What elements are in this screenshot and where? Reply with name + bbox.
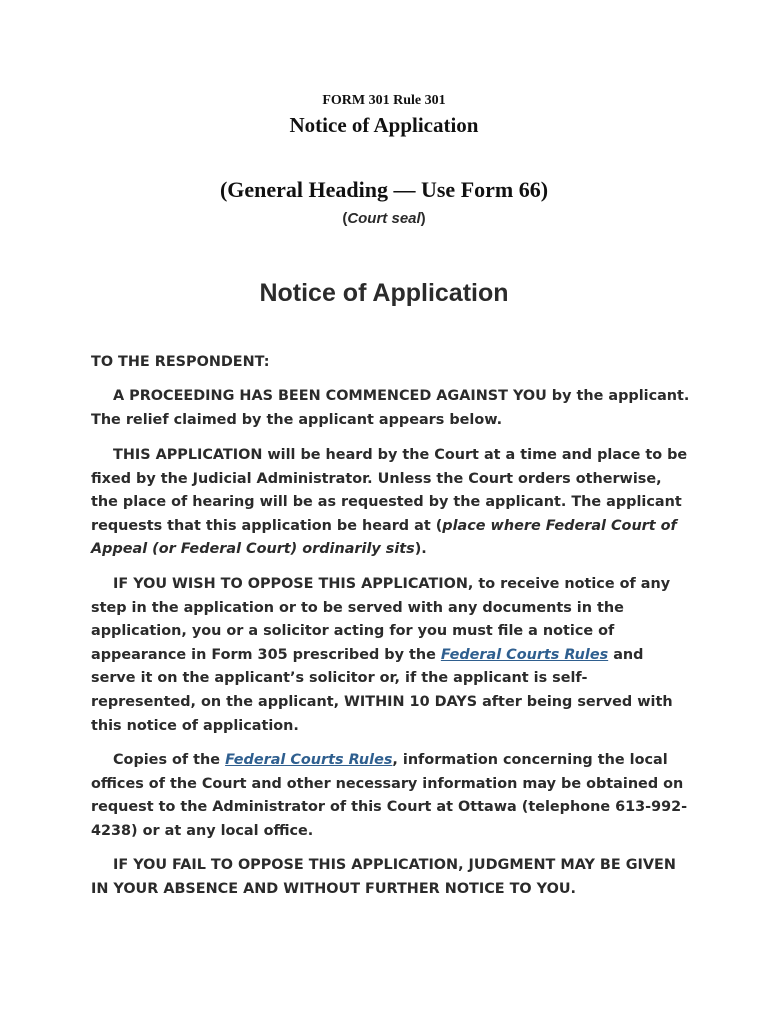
p3-rest-a: , to receive notice of any step in the application or to be served with any documents in the application, you or a solicitor acting for you must file a notice of appearance in Form 305 prescribed by the — [91, 576, 671, 663]
p4-rest: , information concerning the local offices of the Court and other necessary information may be obtained on request to the Administrator of this Court at Ottawa (telephone 613-992-4238) or at any local office. — [91, 752, 688, 839]
page-title: Notice of Application — [259, 279, 509, 307]
court-seal-placeholder — [0, 210, 768, 227]
paren-close: ) — [420, 210, 426, 227]
paragraph-fail-to-oppose: IF YOU FAIL TO OPPOSE THIS APPLICATION, JUDGMENT MAY BE GIVEN IN YOUR ABSENCE AND WITHOUT FURTHER NOTICE TO YOU. — [91, 857, 676, 897]
general-heading: (General Heading — Use Form 66) — [219, 177, 549, 202]
p3-lead: IF YOU WISH TO OPPOSE THIS APPLICATION — [113, 576, 468, 592]
p4-lead: Copies of the — [113, 752, 226, 768]
paragraph-hearing — [91, 444, 691, 562]
p2-place-placeholder: place where Federal Court of Appeal (or Federal Court) ordinarily sits — [91, 517, 677, 558]
federal-courts-rules-link[interactable]: Federal Courts Rules — [440, 646, 609, 663]
p1-lead: A PROCEEDING HAS BEEN COMMENCED AGAINST YOU — [113, 388, 547, 404]
to-respondent-heading: TO THE RESPONDENT: — [91, 354, 270, 370]
federal-courts-rules-link-2[interactable]: Federal Courts Rules — [225, 752, 393, 768]
paren-open: ( — [342, 210, 348, 227]
paragraph-copies — [91, 749, 691, 843]
paragraph-proceeding — [91, 385, 691, 432]
court-seal-text: Court seal — [347, 210, 421, 227]
p3-rest-b: and serve it on the applicant’s solicitor or, if the applicant is self-represented, on the applicant, WITHIN 10 DAYS after being served with this notice of application. — [91, 646, 673, 734]
p2-lead: THIS APPLICATION — [113, 447, 263, 463]
paragraph-oppose — [91, 573, 691, 738]
p2-end: ). — [414, 541, 427, 558]
p2-rest: will be heard by the Court at a time and place to be fixed by the Judicial Administrator. Unless the Court orders otherwise, the place of hearing will be as requested by the applicant. The applicant requests that this application be heard at ( — [91, 447, 688, 534]
form-rule-line: FORM 301 Rule 301 — [322, 93, 446, 108]
form-title: Notice of Application — [289, 113, 479, 137]
p1-rest: by the applicant. The relief claimed by the applicant appears below. — [91, 388, 690, 428]
